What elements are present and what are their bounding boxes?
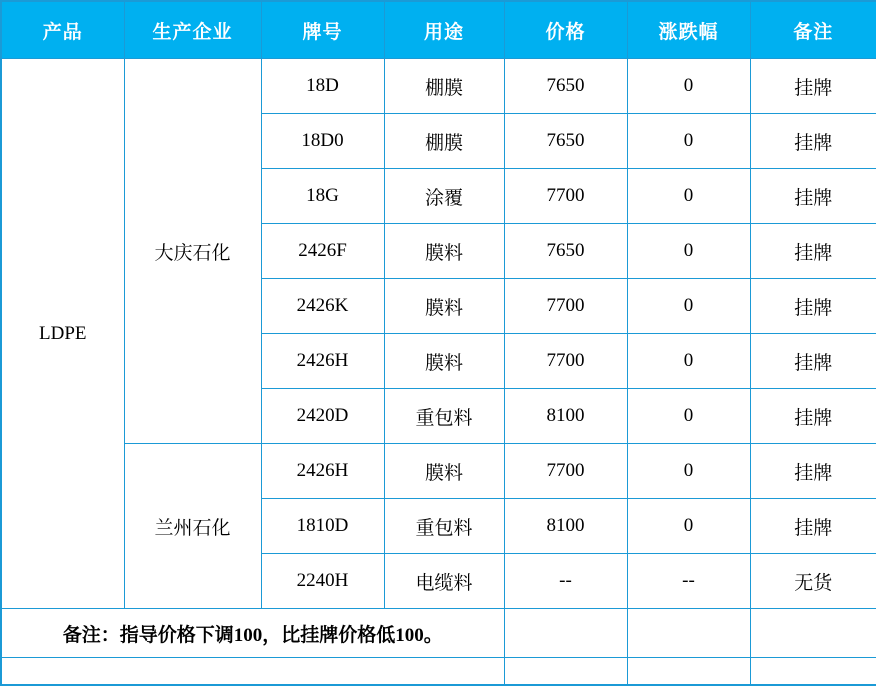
cell-grade: 18D [261, 59, 384, 114]
column-header-application: 用途 [384, 1, 504, 59]
tail-filler-price [504, 658, 627, 686]
table-row [1, 59, 876, 114]
footnote-filler-remark [750, 609, 876, 658]
cell-change: 0 [627, 114, 750, 169]
cell-change: 0 [627, 59, 750, 114]
cell-grade: 18D0 [261, 114, 384, 169]
cell-change: 0 [627, 224, 750, 279]
column-header-product: 产品 [1, 1, 124, 59]
cell-grade: 2426F [261, 224, 384, 279]
cell-remark: 挂牌 [750, 389, 876, 444]
cell-price: 7700 [504, 334, 627, 389]
cell-remark: 挂牌 [750, 499, 876, 554]
table-body [1, 59, 876, 686]
tail-row [1, 658, 876, 686]
footnote-row [1, 609, 876, 658]
cell-application: 膜料 [384, 444, 504, 499]
cell-application: 电缆料 [384, 554, 504, 609]
cell-grade: 2420D [261, 389, 384, 444]
table-header [1, 1, 876, 59]
cell-change: 0 [627, 389, 750, 444]
header-row [1, 1, 876, 59]
cell-application: 涂覆 [384, 169, 504, 224]
tail-filler-left [1, 658, 504, 686]
cell-change: 0 [627, 279, 750, 334]
cell-remark: 挂牌 [750, 114, 876, 169]
column-header-change: 涨跌幅 [627, 1, 750, 59]
cell-change: 0 [627, 444, 750, 499]
cell-price: -- [504, 554, 627, 609]
cell-grade: 2426K [261, 279, 384, 334]
cell-manufacturer-daqing: 大庆石化 [124, 59, 261, 444]
cell-application: 重包料 [384, 389, 504, 444]
cell-remark: 挂牌 [750, 444, 876, 499]
cell-application: 膜料 [384, 279, 504, 334]
cell-application: 膜料 [384, 334, 504, 389]
column-header-price: 价格 [504, 1, 627, 59]
cell-change: 0 [627, 499, 750, 554]
footnote-filler-price [504, 609, 627, 658]
table-row [1, 444, 876, 499]
tail-filler-remark [750, 658, 876, 686]
cell-manufacturer-lanzhou: 兰州石化 [124, 444, 261, 609]
tail-filler-change [627, 658, 750, 686]
cell-price: 7700 [504, 444, 627, 499]
cell-grade: 2426H [261, 334, 384, 389]
cell-remark: 挂牌 [750, 169, 876, 224]
column-header-manufacturer: 生产企业 [124, 1, 261, 59]
cell-grade: 1810D [261, 499, 384, 554]
cell-remark: 挂牌 [750, 279, 876, 334]
cell-grade: 2426H [261, 444, 384, 499]
cell-price: 7700 [504, 169, 627, 224]
cell-price: 7650 [504, 224, 627, 279]
cell-change: 0 [627, 334, 750, 389]
cell-grade: 2240H [261, 554, 384, 609]
cell-price: 8100 [504, 389, 627, 444]
cell-change: 0 [627, 169, 750, 224]
cell-price: 7650 [504, 59, 627, 114]
cell-remark: 挂牌 [750, 334, 876, 389]
footnote-text: 备注：指导价格下调100，比挂牌价格低100。 [1, 609, 504, 658]
cell-remark: 无货 [750, 554, 876, 609]
cell-price: 7650 [504, 114, 627, 169]
cell-application: 棚膜 [384, 59, 504, 114]
cell-change: -- [627, 554, 750, 609]
cell-price: 7700 [504, 279, 627, 334]
cell-application: 重包料 [384, 499, 504, 554]
column-header-remark: 备注 [750, 1, 876, 59]
cell-grade: 18G [261, 169, 384, 224]
cell-remark: 挂牌 [750, 59, 876, 114]
cell-application: 膜料 [384, 224, 504, 279]
column-header-grade: 牌号 [261, 1, 384, 59]
footnote-filler-change [627, 609, 750, 658]
cell-product: LDPE [1, 59, 124, 609]
cell-remark: 挂牌 [750, 224, 876, 279]
cell-application: 棚膜 [384, 114, 504, 169]
cell-price: 8100 [504, 499, 627, 554]
